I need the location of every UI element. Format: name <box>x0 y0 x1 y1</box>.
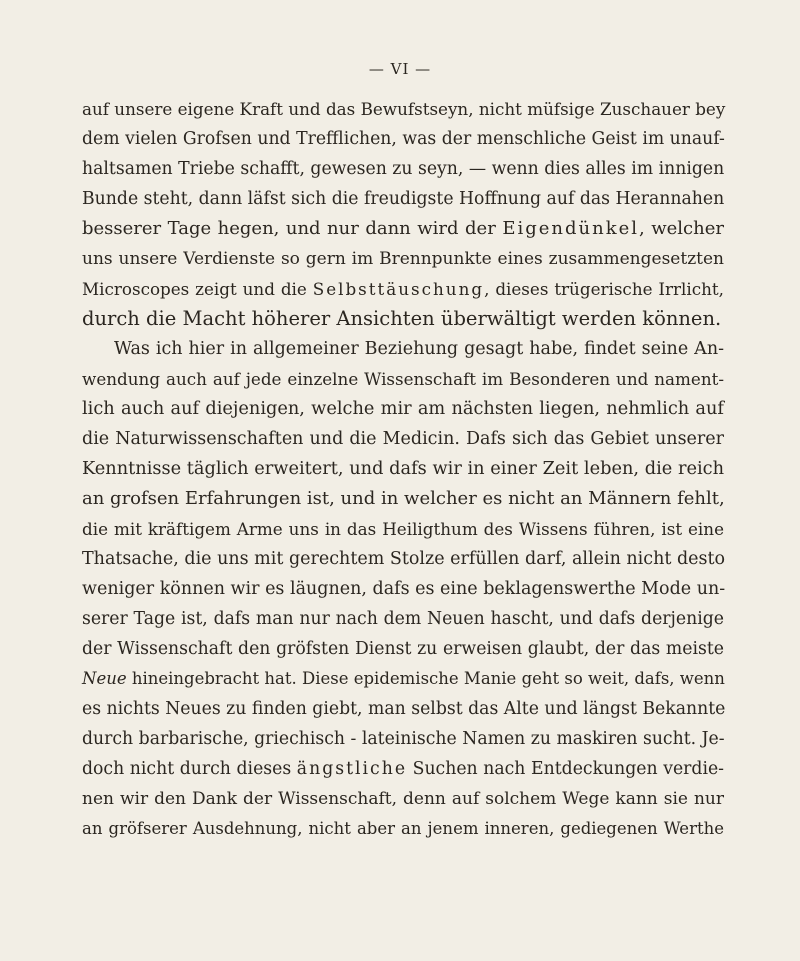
text-line-14: an grofsen Erfahrungen ist, und in welcher es nicht an Männern fehlt, <box>82 488 725 509</box>
text-segment: , welcher <box>639 218 724 239</box>
text-line-1: auf unsere eigene Kraft und das Bewufstseyn, nicht müfsige Zuschauer bey <box>82 99 726 119</box>
text-line-24: nen wir den Dank der Wissenschaft, denn auf solchem Wege kann sie nur <box>82 789 724 809</box>
text-line-10: wendung auch auf jede einzelne Wissenschaft im Besonderen und nament- <box>82 369 724 389</box>
text-line-23 <box>82 754 724 784</box>
text-line-11: lich auch auf diejenigen, welche mir am nächsten liegen, nehmlich auf <box>82 399 724 419</box>
text-segment: , dieses trügerische Irrlicht, <box>484 279 724 299</box>
text-line-12: die Naturwissenschaften und die Medicin. Dafs sich das Gebiet unserer <box>82 429 724 449</box>
spaced-emphasis-eigenduenkel: Eigendünkel <box>502 218 640 239</box>
text-segment: hineingebracht hat. Diese epidemische Manie geht so weit, dafs, wenn <box>126 669 725 688</box>
paragraph-2-line-1: Was ich hier in allgemeiner Beziehung gesagt habe, findet seine An- <box>114 339 724 359</box>
text-line-17: weniger können wir es läugnen, dafs es eine beklagenswerthe Mode un- <box>82 579 726 599</box>
text-line-18: serer Tage ist, dafs man nur nach dem Neuen hascht, und dafs derjenige <box>82 609 724 629</box>
text-line-21: es nichts Neues zu finden giebt, man selbst das Alte und längst Bekannte <box>82 699 726 719</box>
text-line-13: Kenntnisse täglich erweitert, und dafs wir in einer Zeit leben, die reich <box>82 459 724 479</box>
text-segment: besserer Tage hegen, und nur dann wird der <box>82 218 496 239</box>
text-line-6: uns unsere Verdienste so gern im Brennpunkte eines zusammengesetzten <box>82 249 724 269</box>
text-segment: Suchen nach Entdeckungen verdie- <box>407 759 724 779</box>
text-line-22: durch barbarische, griechisch - lateinische Namen zu maskiren sucht. Je- <box>82 729 725 749</box>
text-line-5 <box>82 214 724 244</box>
text-segment: Microscopes zeigt und die <box>82 279 307 299</box>
page-number-header: — VI — <box>368 60 432 78</box>
spaced-emphasis-aengstliche: ängstliche <box>296 759 408 779</box>
text-segment: doch nicht durch dieses <box>82 759 292 779</box>
text-line-20 <box>82 664 724 694</box>
text-line-25: an gröfserer Ausdehnung, nicht aber an jenem inneren, gediegenen Werthe <box>82 819 724 838</box>
spaced-emphasis-selbsttaeuschung: Selbsttäuschung <box>312 279 485 299</box>
text-line-8: durch die Macht höherer Ansichten überwältigt werden können. <box>82 307 722 330</box>
text-line-15: die mit kräftigem Arme uns in das Heiligthum des Wissens führen, ist eine <box>82 519 724 539</box>
text-line-16: Thatsache, die uns mit gerechtem Stolze erfüllen darf, allein nicht desto <box>82 549 726 569</box>
text-line-3: haltsamen Triebe schafft, gewesen zu seyn, — wenn dies alles im innigen <box>82 159 725 179</box>
text-line-19: der Wissenschaft den gröfsten Dienst zu erweisen glaubt, der das meiste <box>82 639 724 659</box>
text-line-4: Bunde steht, dann läfst sich die freudigste Hoffnung auf das Herannahen <box>82 189 725 209</box>
text-line-2: dem vielen Grofsen und Trefflichen, was der menschliche Geist im unauf- <box>82 129 725 149</box>
text-line-7 <box>82 274 724 304</box>
italic-emphasis-neue: Neue <box>82 669 127 688</box>
